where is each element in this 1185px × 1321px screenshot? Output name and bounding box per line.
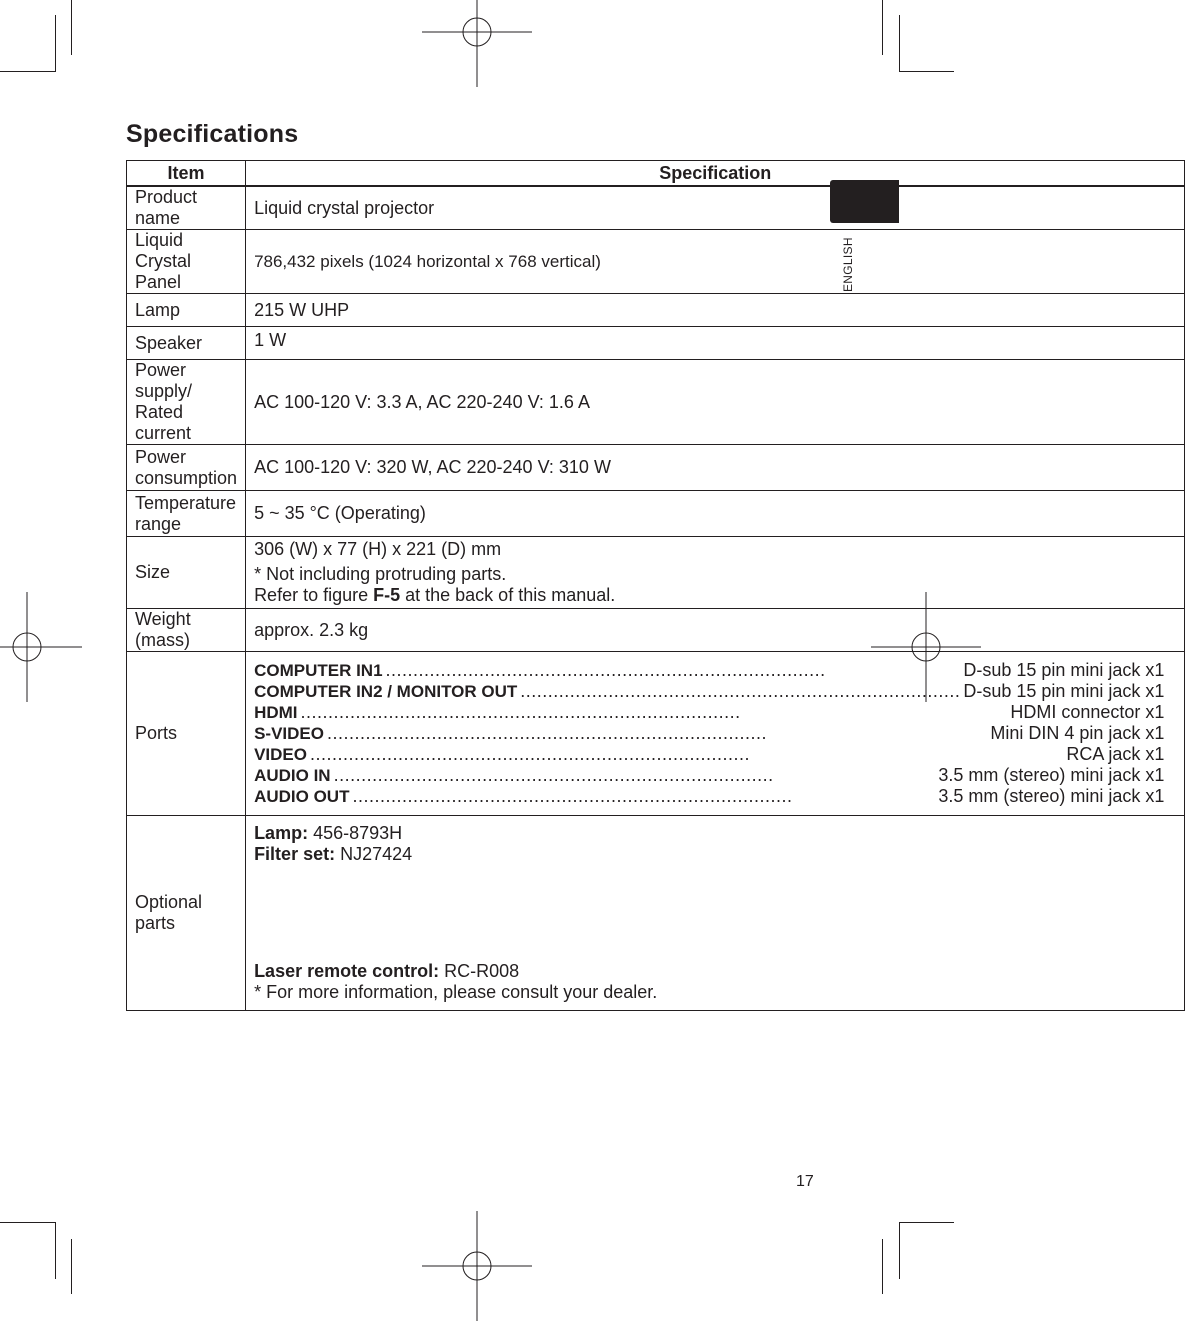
size-reference-text: Refer to figure xyxy=(254,585,374,605)
header-item: Item xyxy=(127,161,246,187)
leader-dots: ................................................................................ xyxy=(300,702,741,722)
row-value: AC 100-120 V: 320 W, AC 220-240 V: 310 W xyxy=(246,445,1185,491)
leader-dots: ................................................................................ xyxy=(326,723,768,743)
optional-value: 456-8793H xyxy=(313,823,403,843)
row-label: Lamp xyxy=(127,294,246,327)
table-row xyxy=(127,445,1185,491)
row-label-line: Rated current xyxy=(135,402,192,443)
crop-mark xyxy=(71,1239,72,1294)
size-note: * Not including protruding parts. xyxy=(254,564,507,584)
port-entry xyxy=(254,681,1164,702)
port-value: 3.5 mm (stereo) mini jack x1 xyxy=(938,786,1165,806)
spacer xyxy=(254,865,1176,961)
crop-mark xyxy=(55,1222,56,1279)
table-row xyxy=(127,294,1185,327)
port-name: S-VIDEO xyxy=(254,724,324,743)
crop-mark xyxy=(899,1222,900,1279)
row-label: Weight (mass) xyxy=(127,609,246,652)
port-name: AUDIO IN xyxy=(254,766,331,785)
port-name: VIDEO xyxy=(254,745,307,764)
optional-note: * For more information, please consult your dealer. xyxy=(254,982,658,1002)
port-entry xyxy=(254,702,1164,723)
crop-mark xyxy=(55,15,56,72)
port-name: AUDIO OUT xyxy=(254,787,350,806)
crop-mark xyxy=(71,0,72,55)
row-value xyxy=(246,652,1185,816)
row-label: Temperature range xyxy=(127,491,246,537)
port-value: 3.5 mm (stereo) mini jack x1 xyxy=(938,765,1165,785)
row-value: 5 ~ 35 °C (Operating) xyxy=(246,491,1185,537)
crop-mark xyxy=(882,1239,883,1294)
crop-mark xyxy=(0,71,55,72)
row-label-line: Power supply/ xyxy=(135,360,193,401)
port-value: D-sub 15 pin mini jack x1 xyxy=(963,660,1165,680)
size-dimensions: 306 (W) x 77 (H) x 221 (D) mm xyxy=(254,539,502,559)
row-value: Liquid crystal projector xyxy=(246,186,1185,230)
size-reference-text: at the back of this manual. xyxy=(400,585,616,605)
optional-value: RC-R008 xyxy=(444,961,520,981)
table-row xyxy=(127,491,1185,537)
optional-remote xyxy=(254,961,1176,982)
registration-mark-top xyxy=(422,0,532,87)
row-label xyxy=(127,360,246,445)
optional-lamp xyxy=(254,823,1176,844)
crop-mark xyxy=(899,1222,954,1223)
row-value xyxy=(246,537,1185,609)
optional-value: NJ27424 xyxy=(340,844,413,864)
table-row xyxy=(127,652,1185,816)
table-row xyxy=(127,230,1185,294)
row-label: Power consumption xyxy=(127,445,246,491)
leader-dots: ................................................................................ xyxy=(309,744,751,764)
table-header-row xyxy=(127,161,1185,187)
crop-mark xyxy=(899,71,954,72)
figure-reference: F-5 xyxy=(373,585,401,605)
row-label: Product name xyxy=(127,186,246,230)
page-title: Specifications xyxy=(126,120,299,148)
port-name: COMPUTER IN1 xyxy=(254,661,383,680)
table-row xyxy=(127,360,1185,445)
row-value: 1 W xyxy=(246,327,1185,360)
port-name: HDMI xyxy=(254,703,298,722)
leader-dots: ................................................................................ xyxy=(520,681,961,701)
table-row xyxy=(127,609,1185,652)
header-specification: Specification xyxy=(246,161,1185,187)
page-number: 17 xyxy=(796,1173,814,1190)
row-label: Size xyxy=(127,537,246,609)
crop-mark xyxy=(882,0,883,55)
leader-dots: ................................................................................ xyxy=(333,765,774,785)
row-label: Ports xyxy=(127,652,246,816)
port-value: RCA jack x1 xyxy=(1066,744,1165,764)
specifications-table xyxy=(126,160,1185,1011)
table-row xyxy=(127,327,1185,360)
port-entry xyxy=(254,744,1164,765)
crop-mark xyxy=(899,15,900,72)
port-entry xyxy=(254,723,1164,744)
optional-label: Laser remote control: xyxy=(254,961,440,981)
port-value: Mini DIN 4 pin jack x1 xyxy=(990,723,1165,743)
row-label: Speaker xyxy=(127,327,246,360)
port-entry xyxy=(254,660,1164,681)
table-row xyxy=(127,816,1185,1011)
registration-mark-bottom xyxy=(422,1211,532,1321)
port-entry xyxy=(254,786,1164,807)
row-value: 215 W UHP xyxy=(246,294,1185,327)
crop-mark xyxy=(0,1222,55,1223)
leader-dots: ................................................................................ xyxy=(385,660,826,680)
size-reference xyxy=(254,585,1176,606)
optional-filter xyxy=(254,844,1176,865)
row-value: approx. 2.3 kg xyxy=(246,609,1185,652)
leader-dots: ................................................................................ xyxy=(352,786,793,806)
port-value: D-sub 15 pin mini jack x1 xyxy=(963,681,1165,701)
row-value: AC 100-120 V: 3.3 A, AC 220-240 V: 1.6 A xyxy=(246,360,1185,445)
table-row xyxy=(127,537,1185,609)
row-label: Optional parts xyxy=(127,816,246,1011)
port-name: COMPUTER IN2 / MONITOR OUT xyxy=(254,682,518,701)
row-value: 786,432 pixels (1024 horizontal x 768 vertical) xyxy=(246,230,1185,294)
table-row xyxy=(127,186,1185,230)
language-label: ENGLISH xyxy=(841,237,855,292)
optional-label: Filter set: xyxy=(254,844,336,864)
registration-mark-left xyxy=(0,592,82,702)
port-entry xyxy=(254,765,1164,786)
row-label: Liquid Crystal Panel xyxy=(127,230,246,294)
port-value: HDMI connector x1 xyxy=(1010,702,1165,722)
optional-label: Lamp: xyxy=(254,823,309,843)
row-value xyxy=(246,816,1185,1011)
